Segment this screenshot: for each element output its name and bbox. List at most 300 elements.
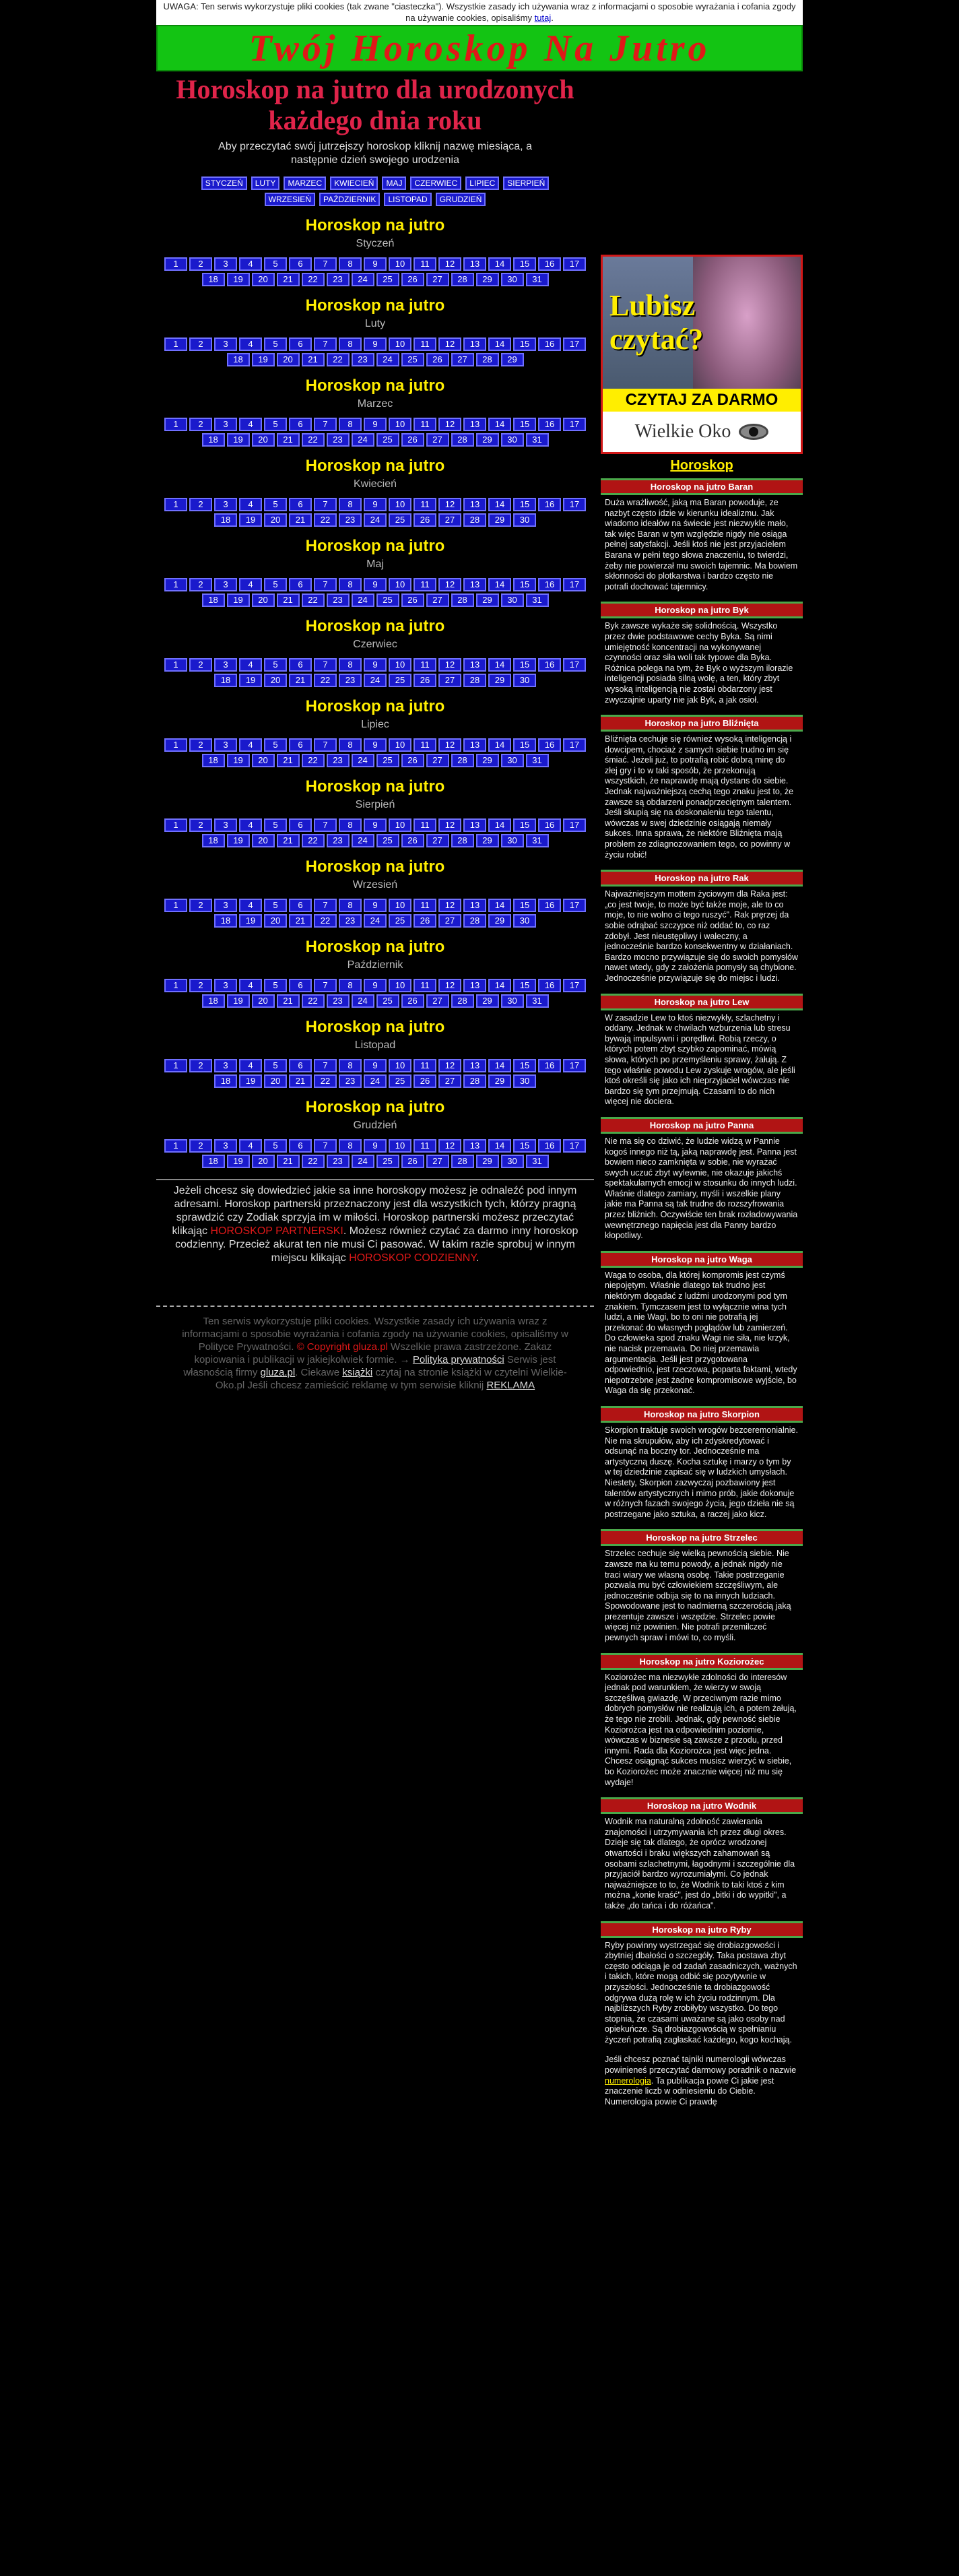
day-button[interactable]: 27 [438, 674, 461, 687]
day-button[interactable]: 24 [352, 593, 374, 607]
day-button[interactable]: 21 [289, 914, 312, 928]
day-button[interactable]: 20 [264, 513, 287, 527]
day-button[interactable]: 16 [538, 899, 561, 912]
sign-section-header[interactable]: Horoskop na jutro Koziorożec [601, 1653, 803, 1670]
day-button[interactable]: 4 [239, 257, 262, 271]
day-button[interactable]: 3 [214, 899, 237, 912]
day-button[interactable]: 28 [463, 914, 486, 928]
day-button[interactable]: 28 [451, 754, 474, 767]
day-button[interactable]: 1 [164, 1139, 187, 1153]
month-nav-button[interactable]: SIERPIEŃ [503, 176, 549, 190]
day-button[interactable]: 31 [526, 273, 549, 286]
day-button[interactable]: 21 [289, 674, 312, 687]
day-button[interactable]: 29 [488, 674, 511, 687]
day-button[interactable]: 25 [389, 914, 411, 928]
day-button[interactable]: 22 [302, 1155, 325, 1168]
day-button[interactable]: 25 [376, 754, 399, 767]
day-button[interactable]: 11 [414, 578, 436, 591]
day-button[interactable]: 7 [314, 337, 337, 351]
day-button[interactable]: 12 [438, 658, 461, 672]
day-button[interactable]: 31 [526, 754, 549, 767]
day-button[interactable]: 25 [389, 1074, 411, 1088]
day-button[interactable]: 12 [438, 337, 461, 351]
day-button[interactable]: 6 [289, 418, 312, 431]
day-button[interactable]: 8 [339, 979, 362, 992]
day-button[interactable]: 27 [438, 914, 461, 928]
day-button[interactable]: 23 [327, 273, 350, 286]
day-button[interactable]: 17 [563, 658, 586, 672]
day-button[interactable]: 20 [252, 1155, 275, 1168]
day-button[interactable]: 22 [302, 433, 325, 447]
day-button[interactable]: 27 [426, 273, 449, 286]
day-button[interactable]: 13 [463, 1059, 486, 1072]
day-button[interactable]: 8 [339, 418, 362, 431]
day-button[interactable]: 12 [438, 578, 461, 591]
day-button[interactable]: 7 [314, 1059, 337, 1072]
day-button[interactable]: 29 [476, 1155, 499, 1168]
day-button[interactable]: 19 [239, 1074, 262, 1088]
day-button[interactable]: 24 [364, 513, 387, 527]
day-button[interactable]: 8 [339, 1059, 362, 1072]
day-button[interactable]: 22 [302, 994, 325, 1008]
day-button[interactable]: 22 [302, 834, 325, 847]
day-button[interactable]: 16 [538, 498, 561, 511]
day-button[interactable]: 3 [214, 818, 237, 832]
day-button[interactable]: 1 [164, 337, 187, 351]
day-button[interactable]: 4 [239, 418, 262, 431]
sign-section-header[interactable]: Horoskop na jutro Rak [601, 870, 803, 887]
day-button[interactable]: 4 [239, 498, 262, 511]
day-button[interactable]: 18 [202, 994, 225, 1008]
day-button[interactable]: 20 [252, 834, 275, 847]
day-button[interactable]: 3 [214, 1139, 237, 1153]
day-button[interactable]: 11 [414, 658, 436, 672]
day-button[interactable]: 13 [463, 818, 486, 832]
day-button[interactable]: 17 [563, 818, 586, 832]
day-button[interactable]: 23 [327, 834, 350, 847]
month-nav-button[interactable]: LISTOPAD [384, 193, 431, 206]
day-button[interactable]: 16 [538, 738, 561, 752]
day-button[interactable]: 2 [189, 1059, 212, 1072]
day-button[interactable]: 5 [264, 257, 287, 271]
month-nav-button[interactable]: GRUDZIEŃ [436, 193, 486, 206]
day-button[interactable]: 9 [364, 979, 387, 992]
reading-ad-banner[interactable] [601, 255, 803, 454]
day-button[interactable]: 10 [389, 1139, 411, 1153]
day-button[interactable]: 11 [414, 337, 436, 351]
sign-section-header[interactable]: Horoskop na jutro Baran [601, 478, 803, 495]
day-button[interactable]: 25 [376, 1155, 399, 1168]
day-button[interactable]: 28 [463, 674, 486, 687]
books-link[interactable]: książki [342, 1367, 373, 1378]
month-nav-button[interactable]: MARZEC [284, 176, 326, 190]
day-button[interactable]: 15 [513, 1059, 536, 1072]
privacy-policy-link[interactable]: Polityka prywatności [412, 1354, 504, 1365]
day-button[interactable]: 4 [239, 899, 262, 912]
day-button[interactable]: 19 [227, 754, 250, 767]
day-button[interactable]: 10 [389, 257, 411, 271]
day-button[interactable]: 25 [376, 994, 399, 1008]
day-button[interactable]: 29 [488, 513, 511, 527]
day-button[interactable]: 13 [463, 899, 486, 912]
day-button[interactable]: 12 [438, 418, 461, 431]
day-button[interactable]: 29 [476, 593, 499, 607]
day-button[interactable]: 28 [463, 513, 486, 527]
day-button[interactable]: 17 [563, 1059, 586, 1072]
day-button[interactable]: 7 [314, 738, 337, 752]
day-button[interactable]: 19 [252, 353, 275, 366]
day-button[interactable]: 23 [327, 754, 350, 767]
day-button[interactable]: 4 [239, 658, 262, 672]
day-button[interactable]: 1 [164, 658, 187, 672]
day-button[interactable]: 26 [401, 834, 424, 847]
day-button[interactable]: 3 [214, 979, 237, 992]
day-button[interactable]: 17 [563, 578, 586, 591]
day-button[interactable]: 23 [339, 1074, 362, 1088]
day-button[interactable]: 28 [451, 593, 474, 607]
sign-section-header[interactable]: Horoskop na jutro Strzelec [601, 1529, 803, 1546]
day-button[interactable]: 28 [476, 353, 499, 366]
day-button[interactable]: 31 [526, 433, 549, 447]
day-button[interactable]: 22 [314, 1074, 337, 1088]
day-button[interactable]: 28 [451, 834, 474, 847]
day-button[interactable]: 7 [314, 979, 337, 992]
day-button[interactable]: 24 [376, 353, 399, 366]
partner-horoscope-link[interactable]: HOROSKOP PARTNERSKI [210, 1225, 343, 1237]
day-button[interactable]: 12 [438, 818, 461, 832]
day-button[interactable]: 3 [214, 1059, 237, 1072]
day-button[interactable]: 2 [189, 738, 212, 752]
day-button[interactable]: 2 [189, 899, 212, 912]
day-button[interactable]: 28 [451, 994, 474, 1008]
day-button[interactable]: 23 [327, 994, 350, 1008]
day-button[interactable]: 29 [501, 353, 524, 366]
day-button[interactable]: 9 [364, 1059, 387, 1072]
day-button[interactable]: 14 [488, 658, 511, 672]
day-button[interactable]: 9 [364, 658, 387, 672]
day-button[interactable]: 22 [302, 754, 325, 767]
day-button[interactable]: 16 [538, 979, 561, 992]
day-button[interactable]: 3 [214, 498, 237, 511]
day-button[interactable]: 13 [463, 498, 486, 511]
day-button[interactable]: 10 [389, 658, 411, 672]
day-button[interactable]: 27 [426, 433, 449, 447]
day-button[interactable]: 16 [538, 1059, 561, 1072]
day-button[interactable]: 3 [214, 257, 237, 271]
day-button[interactable]: 14 [488, 979, 511, 992]
day-button[interactable]: 30 [513, 1074, 536, 1088]
month-nav-button[interactable]: MAJ [382, 176, 406, 190]
day-button[interactable]: 15 [513, 979, 536, 992]
sidebar-title[interactable]: Horoskop [670, 458, 733, 473]
month-nav-button[interactable]: LUTY [251, 176, 280, 190]
day-button[interactable]: 5 [264, 818, 287, 832]
day-button[interactable]: 8 [339, 899, 362, 912]
day-button[interactable]: 5 [264, 498, 287, 511]
day-button[interactable]: 17 [563, 899, 586, 912]
day-button[interactable]: 6 [289, 498, 312, 511]
day-button[interactable]: 12 [438, 257, 461, 271]
owner-link[interactable]: gluza.pl [260, 1367, 296, 1378]
day-button[interactable]: 26 [401, 754, 424, 767]
day-button[interactable]: 13 [463, 1139, 486, 1153]
day-button[interactable]: 4 [239, 738, 262, 752]
day-button[interactable]: 14 [488, 418, 511, 431]
day-button[interactable]: 6 [289, 257, 312, 271]
day-button[interactable]: 23 [327, 433, 350, 447]
day-button[interactable]: 28 [451, 273, 474, 286]
day-button[interactable]: 11 [414, 498, 436, 511]
day-button[interactable]: 1 [164, 578, 187, 591]
daily-horoscope-link[interactable]: HOROSKOP CODZIENNY [349, 1252, 476, 1264]
day-button[interactable]: 13 [463, 418, 486, 431]
day-button[interactable]: 29 [488, 1074, 511, 1088]
day-button[interactable]: 20 [277, 353, 300, 366]
day-button[interactable]: 15 [513, 337, 536, 351]
day-button[interactable]: 3 [214, 337, 237, 351]
day-button[interactable]: 2 [189, 658, 212, 672]
day-button[interactable]: 22 [302, 273, 325, 286]
month-nav-button[interactable]: PAŹDZIERNIK [319, 193, 380, 206]
day-button[interactable]: 3 [214, 738, 237, 752]
day-button[interactable]: 27 [426, 994, 449, 1008]
day-button[interactable]: 27 [438, 1074, 461, 1088]
day-button[interactable]: 19 [239, 513, 262, 527]
day-button[interactable]: 18 [202, 433, 225, 447]
month-nav-button[interactable]: LIPIEC [465, 176, 499, 190]
day-button[interactable]: 14 [488, 738, 511, 752]
day-button[interactable]: 4 [239, 578, 262, 591]
day-button[interactable]: 25 [376, 834, 399, 847]
day-button[interactable]: 6 [289, 337, 312, 351]
day-button[interactable]: 21 [277, 834, 300, 847]
day-button[interactable]: 5 [264, 899, 287, 912]
day-button[interactable]: 12 [438, 498, 461, 511]
day-button[interactable]: 31 [526, 994, 549, 1008]
sign-section-header[interactable]: Horoskop na jutro Bliźnięta [601, 715, 803, 732]
day-button[interactable]: 29 [476, 754, 499, 767]
day-button[interactable]: 5 [264, 658, 287, 672]
day-button[interactable]: 16 [538, 578, 561, 591]
day-button[interactable]: 11 [414, 979, 436, 992]
day-button[interactable]: 27 [426, 834, 449, 847]
day-button[interactable]: 19 [227, 994, 250, 1008]
day-button[interactable]: 3 [214, 658, 237, 672]
day-button[interactable]: 29 [476, 994, 499, 1008]
day-button[interactable]: 25 [389, 674, 411, 687]
day-button[interactable]: 31 [526, 593, 549, 607]
advertising-link[interactable]: REKLAMA [486, 1380, 535, 1391]
month-nav-button[interactable]: WRZESIEŃ [265, 193, 315, 206]
day-button[interactable]: 20 [264, 674, 287, 687]
day-button[interactable]: 26 [414, 1074, 436, 1088]
day-button[interactable]: 23 [339, 513, 362, 527]
day-button[interactable]: 2 [189, 578, 212, 591]
day-button[interactable]: 23 [339, 674, 362, 687]
day-button[interactable]: 24 [352, 834, 374, 847]
day-button[interactable]: 9 [364, 418, 387, 431]
day-button[interactable]: 6 [289, 738, 312, 752]
day-button[interactable]: 30 [501, 593, 524, 607]
day-button[interactable]: 8 [339, 257, 362, 271]
day-button[interactable]: 18 [202, 273, 225, 286]
day-button[interactable]: 16 [538, 818, 561, 832]
day-button[interactable]: 17 [563, 979, 586, 992]
day-button[interactable]: 14 [488, 818, 511, 832]
day-button[interactable]: 5 [264, 578, 287, 591]
day-button[interactable]: 26 [401, 593, 424, 607]
sign-section-header[interactable]: Horoskop na jutro Ryby [601, 1921, 803, 1938]
day-button[interactable]: 18 [214, 1074, 237, 1088]
day-button[interactable]: 10 [389, 738, 411, 752]
day-button[interactable]: 7 [314, 899, 337, 912]
day-button[interactable]: 17 [563, 1139, 586, 1153]
month-nav-button[interactable]: KWIECIEŃ [330, 176, 378, 190]
day-button[interactable]: 7 [314, 1139, 337, 1153]
day-button[interactable]: 16 [538, 257, 561, 271]
sign-section-header[interactable]: Horoskop na jutro Wodnik [601, 1797, 803, 1814]
day-button[interactable]: 15 [513, 818, 536, 832]
day-button[interactable]: 18 [202, 593, 225, 607]
day-button[interactable]: 21 [277, 593, 300, 607]
day-button[interactable]: 31 [526, 834, 549, 847]
day-button[interactable]: 8 [339, 337, 362, 351]
day-button[interactable]: 12 [438, 1059, 461, 1072]
day-button[interactable]: 14 [488, 1139, 511, 1153]
day-button[interactable]: 20 [252, 433, 275, 447]
sign-section-header[interactable]: Horoskop na jutro Panna [601, 1117, 803, 1134]
day-button[interactable]: 20 [252, 994, 275, 1008]
day-button[interactable]: 15 [513, 1139, 536, 1153]
day-button[interactable]: 6 [289, 899, 312, 912]
day-button[interactable]: 8 [339, 578, 362, 591]
day-button[interactable]: 9 [364, 498, 387, 511]
day-button[interactable]: 21 [289, 1074, 312, 1088]
day-button[interactable]: 18 [202, 834, 225, 847]
day-button[interactable]: 20 [264, 914, 287, 928]
day-button[interactable]: 24 [352, 433, 374, 447]
day-button[interactable]: 2 [189, 418, 212, 431]
day-button[interactable]: 21 [277, 433, 300, 447]
day-button[interactable]: 2 [189, 1139, 212, 1153]
day-button[interactable]: 19 [227, 1155, 250, 1168]
day-button[interactable]: 14 [488, 578, 511, 591]
day-button[interactable]: 1 [164, 899, 187, 912]
day-button[interactable]: 26 [414, 914, 436, 928]
sign-section-header[interactable]: Horoskop na jutro Skorpion [601, 1406, 803, 1423]
day-button[interactable]: 30 [501, 754, 524, 767]
day-button[interactable]: 23 [339, 914, 362, 928]
day-button[interactable]: 26 [414, 513, 436, 527]
day-button[interactable]: 5 [264, 979, 287, 992]
day-button[interactable]: 28 [451, 1155, 474, 1168]
day-button[interactable]: 22 [314, 513, 337, 527]
day-button[interactable]: 27 [426, 754, 449, 767]
day-button[interactable]: 18 [202, 754, 225, 767]
day-button[interactable]: 5 [264, 1139, 287, 1153]
day-button[interactable]: 13 [463, 658, 486, 672]
day-button[interactable]: 26 [401, 433, 424, 447]
day-button[interactable]: 11 [414, 1059, 436, 1072]
day-button[interactable]: 21 [289, 513, 312, 527]
day-button[interactable]: 7 [314, 257, 337, 271]
day-button[interactable]: 22 [302, 593, 325, 607]
day-button[interactable]: 18 [227, 353, 250, 366]
day-button[interactable]: 1 [164, 818, 187, 832]
day-button[interactable]: 19 [239, 914, 262, 928]
day-button[interactable]: 25 [376, 433, 399, 447]
day-button[interactable]: 5 [264, 418, 287, 431]
day-button[interactable]: 13 [463, 738, 486, 752]
day-button[interactable]: 7 [314, 658, 337, 672]
day-button[interactable]: 18 [214, 513, 237, 527]
day-button[interactable]: 20 [252, 273, 275, 286]
day-button[interactable]: 7 [314, 818, 337, 832]
day-button[interactable]: 22 [314, 914, 337, 928]
day-button[interactable]: 25 [376, 273, 399, 286]
day-button[interactable]: 7 [314, 498, 337, 511]
day-button[interactable]: 16 [538, 337, 561, 351]
day-button[interactable]: 15 [513, 738, 536, 752]
day-button[interactable]: 20 [252, 754, 275, 767]
day-button[interactable]: 4 [239, 979, 262, 992]
day-button[interactable]: 18 [214, 674, 237, 687]
day-button[interactable]: 3 [214, 418, 237, 431]
day-button[interactable]: 9 [364, 899, 387, 912]
day-button[interactable]: 2 [189, 337, 212, 351]
day-button[interactable]: 1 [164, 738, 187, 752]
day-button[interactable]: 3 [214, 578, 237, 591]
day-button[interactable]: 29 [476, 273, 499, 286]
day-button[interactable]: 30 [501, 433, 524, 447]
day-button[interactable]: 5 [264, 337, 287, 351]
day-button[interactable]: 21 [277, 994, 300, 1008]
day-button[interactable]: 15 [513, 578, 536, 591]
day-button[interactable]: 6 [289, 1139, 312, 1153]
day-button[interactable]: 29 [476, 834, 499, 847]
day-button[interactable]: 7 [314, 578, 337, 591]
day-button[interactable]: 30 [513, 513, 536, 527]
day-button[interactable]: 15 [513, 257, 536, 271]
day-button[interactable]: 9 [364, 257, 387, 271]
day-button[interactable]: 7 [314, 418, 337, 431]
day-button[interactable]: 10 [389, 899, 411, 912]
cookie-notice-link[interactable]: tutaj [534, 13, 552, 23]
day-button[interactable]: 24 [352, 1155, 374, 1168]
day-button[interactable]: 10 [389, 578, 411, 591]
day-button[interactable]: 4 [239, 818, 262, 832]
day-button[interactable]: 16 [538, 1139, 561, 1153]
day-button[interactable]: 11 [414, 738, 436, 752]
day-button[interactable]: 26 [401, 994, 424, 1008]
day-button[interactable]: 1 [164, 418, 187, 431]
day-button[interactable]: 15 [513, 498, 536, 511]
day-button[interactable]: 14 [488, 498, 511, 511]
day-button[interactable]: 24 [364, 674, 387, 687]
day-button[interactable]: 9 [364, 337, 387, 351]
day-button[interactable]: 31 [526, 1155, 549, 1168]
day-button[interactable]: 18 [202, 1155, 225, 1168]
day-button[interactable]: 30 [501, 994, 524, 1008]
day-button[interactable]: 24 [352, 994, 374, 1008]
day-button[interactable]: 27 [451, 353, 474, 366]
day-button[interactable]: 23 [327, 593, 350, 607]
day-button[interactable]: 29 [488, 914, 511, 928]
day-button[interactable]: 1 [164, 257, 187, 271]
day-button[interactable]: 12 [438, 979, 461, 992]
day-button[interactable]: 30 [501, 834, 524, 847]
day-button[interactable]: 19 [227, 433, 250, 447]
